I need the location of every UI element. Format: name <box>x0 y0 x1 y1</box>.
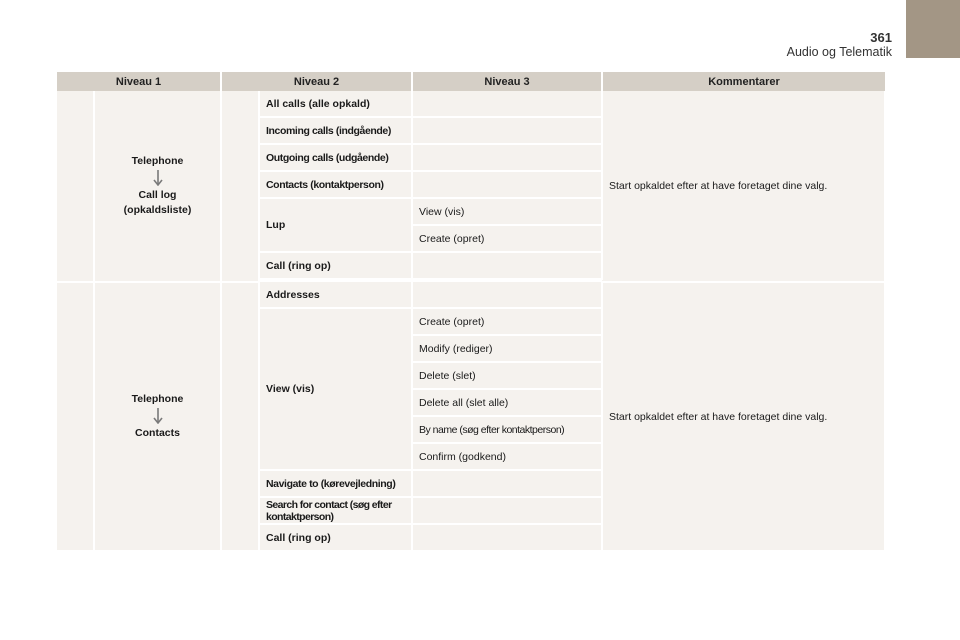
level1-call-log-sub: (opkaldsliste) <box>123 204 192 216</box>
section-title: Audio og Telematik <box>786 45 892 59</box>
submenu-item-delete-all: Delete all (slet alle) <box>412 389 602 416</box>
level3-empty <box>412 497 602 524</box>
level3-empty <box>412 171 602 198</box>
level3-empty <box>412 252 602 279</box>
submenu-item-create: Create (opret) <box>412 225 602 252</box>
submenu-item-view: View (vis) <box>412 198 602 225</box>
level1-contacts <box>94 282 221 551</box>
down-arrow-icon <box>151 408 165 424</box>
page-number: 361 <box>870 30 892 45</box>
menu-item-lup: Lup <box>259 198 412 252</box>
level3-empty <box>412 91 602 117</box>
menu-item-call: Call (ring op) <box>259 524 412 551</box>
level1-telephone-label: Telephone <box>131 155 184 167</box>
menu-item-search-contact: Search for contact (søg efter kontaktperson) <box>259 497 412 524</box>
menu-item-outgoing-calls: Outgoing calls (udgående) <box>259 144 412 171</box>
submenu-item-modify: Modify (rediger) <box>412 335 602 362</box>
level1-call-log <box>94 91 221 282</box>
level3-empty <box>412 144 602 171</box>
menu-item-navigate-to: Navigate to (kørevejledning) <box>259 470 412 497</box>
menu-item-call: Call (ring op) <box>259 252 412 279</box>
submenu-item-confirm: Confirm (godkend) <box>412 443 602 470</box>
col-header-kommentarer: Kommentarer <box>602 72 885 91</box>
level1-spacer <box>57 282 94 551</box>
col-header-niveau-1: Niveau 1 <box>57 72 221 91</box>
col-header-niveau-2: Niveau 2 <box>221 72 412 91</box>
corner-tab <box>906 0 960 58</box>
level2-spacer <box>221 282 259 551</box>
table-row <box>57 282 885 308</box>
table-header-row <box>57 72 885 91</box>
menu-item-view: View (vis) <box>259 308 412 470</box>
submenu-item-by-name: By name (søg efter kontaktperson) <box>412 416 602 443</box>
submenu-item-create: Create (opret) <box>412 308 602 335</box>
level3-empty <box>412 470 602 497</box>
down-arrow-icon <box>151 170 165 186</box>
comment-call-log: Start opkaldet efter at have foretaget dine valg. <box>602 91 885 282</box>
menu-item-addresses: Addresses <box>259 282 412 308</box>
level1-spacer <box>57 91 94 282</box>
submenu-item-delete: Delete (slet) <box>412 362 602 389</box>
level2-spacer <box>221 91 259 282</box>
comment-contacts: Start opkaldet efter at have foretaget dine valg. <box>602 282 885 551</box>
table-row <box>57 91 885 117</box>
menu-item-all-calls: All calls (alle opkald) <box>259 91 412 117</box>
menu-table <box>57 72 886 552</box>
level1-contacts-label: Contacts <box>135 427 180 439</box>
col-header-niveau-3: Niveau 3 <box>412 72 602 91</box>
level3-empty <box>412 524 602 551</box>
level1-call-log-label: Call log <box>138 189 177 201</box>
level1-telephone-label: Telephone <box>131 393 184 405</box>
menu-item-contacts: Contacts (kontaktperson) <box>259 171 412 198</box>
level3-empty <box>412 282 602 308</box>
level3-empty <box>412 117 602 144</box>
menu-item-incoming-calls: Incoming calls (indgående) <box>259 117 412 144</box>
